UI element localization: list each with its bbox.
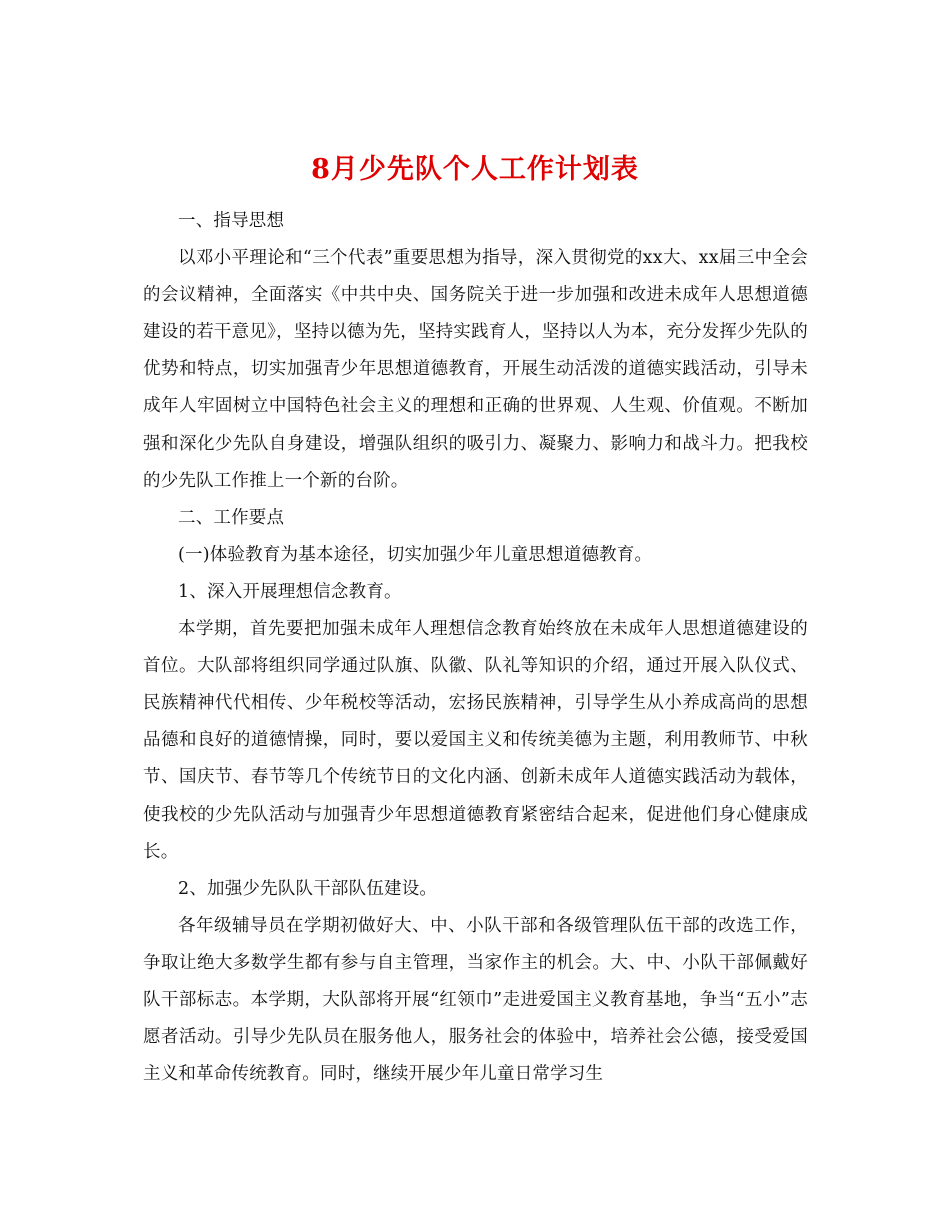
heading-work-points: 二、工作要点	[178, 507, 285, 528]
item-ideal-belief-education: 1、深入开展理想信念教育。	[178, 581, 402, 602]
document-title: 8月少先队个人工作计划表	[311, 154, 639, 186]
paragraph-cadre-team-building: 各年级辅导员在学期初做好大、中、小队干部和各级管理队伍干部的改选工作，争取让绝大多数学生都有参与自主管理，当家作主的机会。大、中、小队干部佩戴好队干部标志。本学期，大队部将开展“红领巾”走进爱国主义教育基地，争当“五小”志愿者活动。引导少先队员在服务他人，服务社会的体验中，培养社会公德，接受爱国主义和革命传统教育。同时，继续开展少年儿童日常学习生	[143, 915, 808, 1085]
paragraph-guiding-ideology: 以邓小平理论和“三个代表”重要思想为指导，深入贯彻党的xx大、xx届三中全会的会议精神，全面落实《中共中央、国务院关于进一步加强和改进未成年人思想道德建设的若干意见》，坚持以德为先，坚持实践育人，坚持以人为本，充分发挥少先队的优势和特点，切实加强青少年思想道德教育，开展生动活泼的道德实践活动，引导未成年人牢固树立中国特色社会主义的理想和正确的世界观、人生观、价值观。不断加强和深化少先队自身建设，增强队组织的吸引力、凝聚力、影响力和战斗力。把我校的少先队工作推上一个新的台阶。	[143, 248, 808, 491]
item-cadre-team-building: 2、加强少先队队干部队伍建设。	[178, 878, 438, 899]
subheading-experience-education: (一)体验教育为基本途径，切实加强少年儿童思想道德教育。	[178, 544, 653, 565]
heading-guiding-ideology: 一、指导思想	[178, 211, 285, 231]
document-body	[143, 203, 808, 1093]
paragraph-ideal-belief-education: 本学期，首先要把加强未成年人理想信念教育始终放在未成年人思想道德建设的首位。大队部将组织同学通过队旗、队徽、队礼等知识的介绍，通过开展入队仪式、民族精神代代相传、少年税校等活动，宏扬民族精神，引导学生从小养成高尚的思想品德和良好的道德情操，同时，要以爱国主义和传统美德为主题，利用教师节、中秋节、国庆节、春节等几个传统节日的文化内涵、创新未成年人道德实践活动为载体，使我校的少先队活动与加强青少年思想道德教育紧密结合起来，促进他们身心健康成长。	[143, 619, 808, 862]
